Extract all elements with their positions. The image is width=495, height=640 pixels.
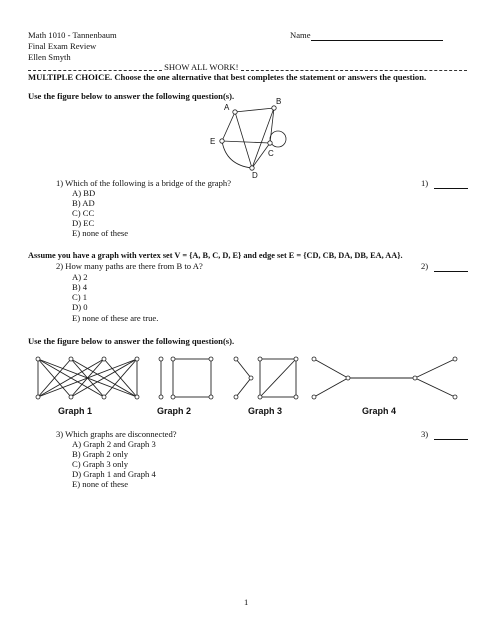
q1-option-a[interactable]: A) BD — [72, 188, 96, 198]
graph-1-caption: Graph 1 — [58, 406, 93, 416]
graph-3 — [236, 359, 296, 397]
figure-prompt-2: Use the figure below to answer the following question(s). — [28, 336, 235, 346]
label-d: D — [252, 171, 258, 180]
show-work-text: SHOW ALL WORK! — [164, 62, 239, 72]
question-3-text: 3) Which graphs are disconnected? — [56, 429, 177, 439]
graph-1 — [38, 359, 137, 397]
author-line: Ellen Smyth — [28, 52, 71, 62]
label-b: B — [276, 97, 282, 106]
name-label: Name — [290, 30, 311, 40]
answer-blank-3[interactable] — [434, 430, 468, 440]
page-number: 1 — [244, 597, 249, 607]
q1-option-d[interactable]: D) EC — [72, 218, 95, 228]
label-a: A — [224, 103, 230, 112]
graph-3-caption: Graph 3 — [248, 406, 283, 416]
q2-option-a[interactable]: A) 2 — [72, 272, 88, 282]
q2-option-c[interactable]: C) 1 — [72, 292, 88, 302]
answer-label-1: 1) — [421, 178, 429, 188]
course-line: Math 1010 - Tannenbaum — [28, 30, 117, 40]
graph-4-caption: Graph 4 — [362, 406, 397, 416]
graph-2 — [161, 359, 211, 397]
instructions: MULTIPLE CHOICE. Choose the one alternative that best completes the statement or answers the question. — [28, 72, 427, 82]
assume-prompt: Assume you have a graph with vertex set V = {A, B, C, D, E} and edge set E = {CD, CB, DA, DB, EA, AA}. — [28, 251, 403, 260]
q3-option-a[interactable]: A) Graph 2 and Graph 3 — [72, 439, 156, 449]
answer-label-2: 2) — [421, 261, 429, 271]
question-3-answer — [421, 429, 468, 440]
q1-option-e[interactable]: E) none of these — [72, 228, 129, 238]
graph-2-caption: Graph 2 — [157, 406, 192, 416]
label-e: E — [210, 137, 216, 146]
answer-label-3: 3) — [421, 429, 429, 439]
question-2-text: 2) How many paths are there from B to A? — [56, 261, 203, 271]
q2-option-e[interactable]: E) none of these are true. — [72, 313, 159, 323]
q1-option-b[interactable]: B) AD — [72, 198, 95, 208]
question-1-text: 1) Which of the following is a bridge of the graph? — [56, 178, 232, 188]
q2-option-b[interactable]: B) 4 — [72, 282, 88, 292]
label-c: C — [268, 149, 274, 158]
graph-4 — [314, 359, 455, 397]
q3-option-b[interactable]: B) Graph 2 only — [72, 449, 129, 459]
q3-option-c[interactable]: C) Graph 3 only — [72, 459, 129, 469]
figure-prompt-1: Use the figure below to answer the following question(s). — [28, 91, 235, 101]
exam-title: Final Exam Review — [28, 41, 97, 51]
q1-option-c[interactable]: C) CC — [72, 208, 95, 218]
q3-option-e[interactable]: E) none of these — [72, 479, 129, 489]
q3-option-d[interactable]: D) Graph 1 and Graph 4 — [72, 469, 156, 479]
q2-option-d[interactable]: D) 0 — [72, 302, 88, 312]
